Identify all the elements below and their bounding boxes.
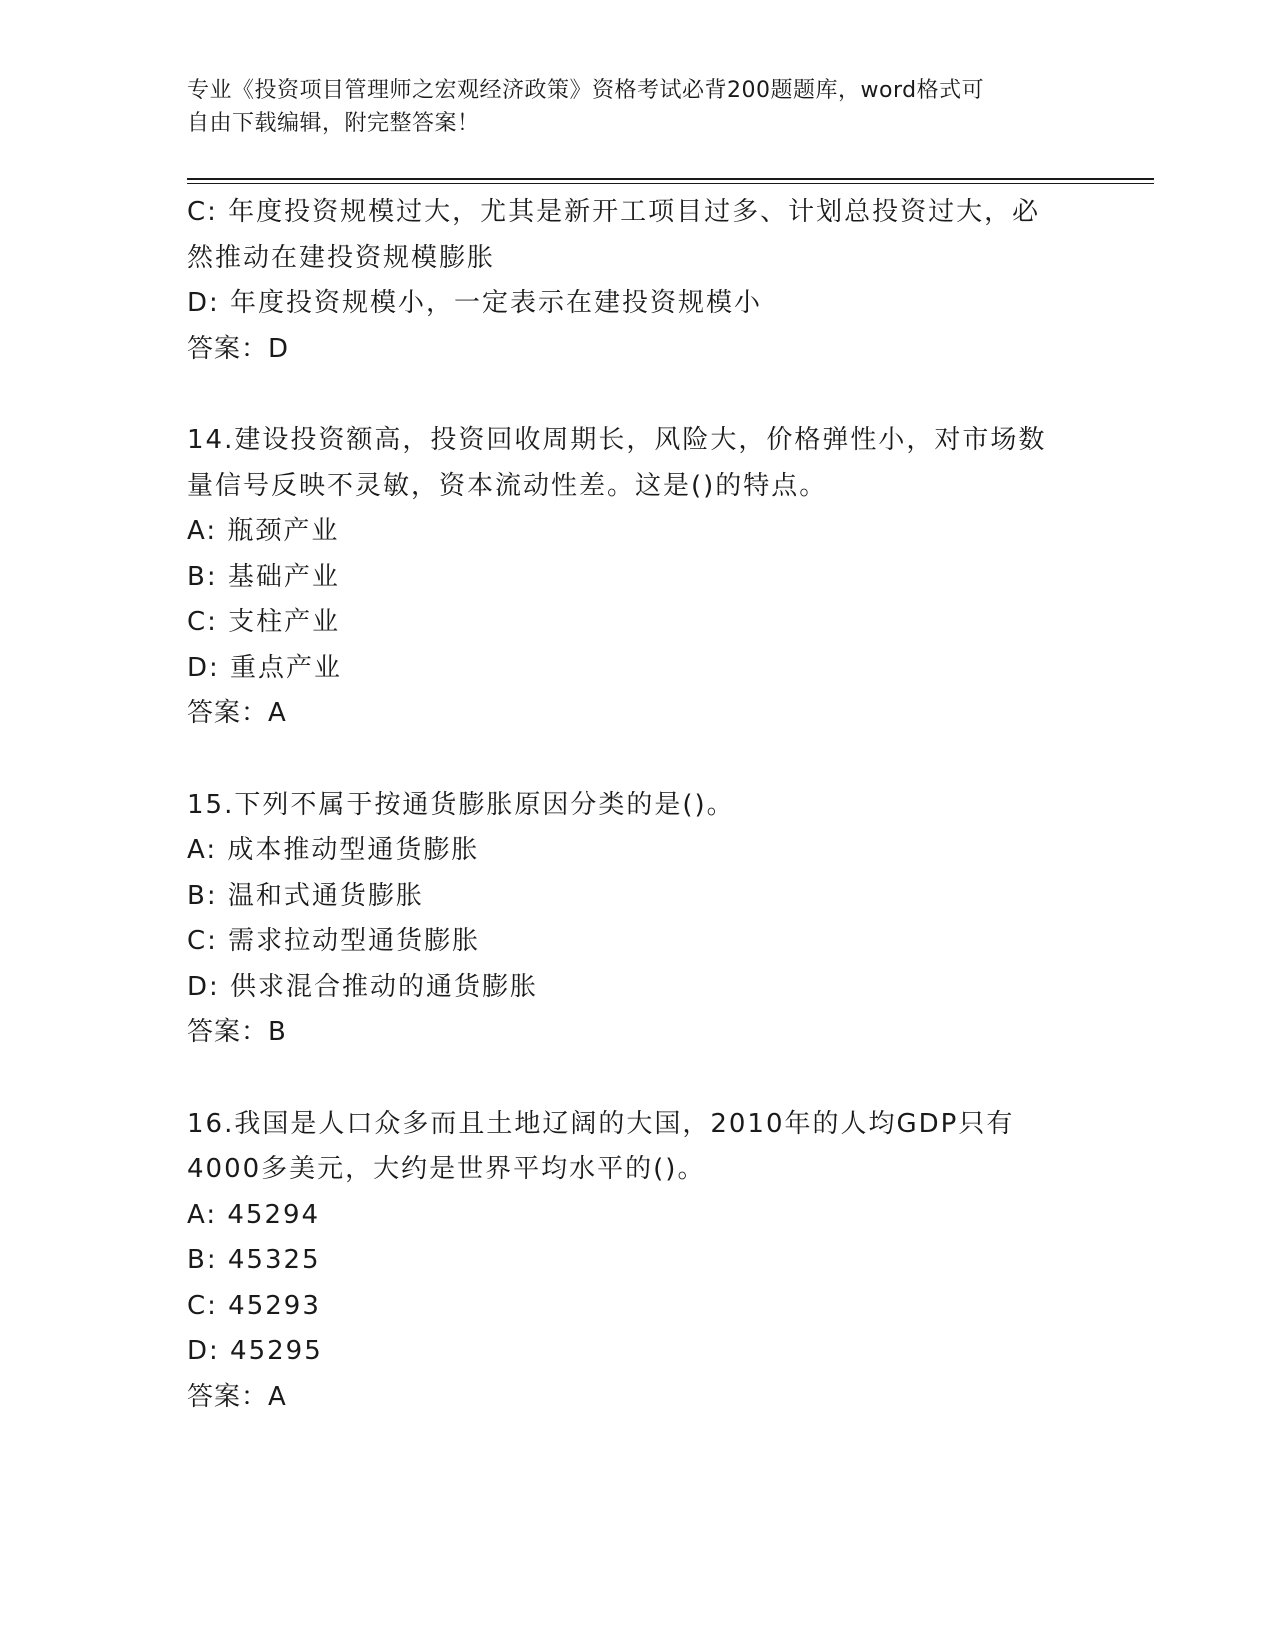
option-a: A: 45294 [187, 1199, 321, 1230]
question-stem: 15.下列不属于按通货膨胀原因分类的是()。 [187, 789, 735, 820]
option-c-continuation: 然推动在建投资规模膨胀 [187, 242, 496, 273]
question-14 [187, 418, 1087, 737]
question-stem-continuation: 4000多美元，大约是世界平均水平的()。 [187, 1154, 706, 1184]
document-header [187, 74, 1087, 140]
answer-line: 答案：D [187, 333, 290, 364]
option-d: D: 重点产业 [187, 652, 343, 683]
question-continued [187, 190, 1087, 372]
answer-line: 答案：A [187, 698, 287, 728]
question-stem: 14.建设投资额高，投资回收周期长，风险大，价格弹性小，对市场数 [187, 425, 1047, 455]
option-a: A: 瓶颈产业 [187, 516, 340, 546]
header-title-line-2: 自由下载编辑，附完整答案！ [187, 111, 480, 136]
option-d: D: 年度投资规模小，一定表示在建投资规模小 [187, 288, 763, 318]
question-spacer [187, 1056, 1087, 1102]
header-rule-thick [187, 178, 1154, 180]
question-list [187, 190, 1087, 1420]
question-15 [187, 783, 1087, 1056]
option-d: D: 45295 [187, 1336, 323, 1366]
answer-line: 答案：A [187, 1381, 287, 1412]
option-b: B: 45325 [187, 1245, 321, 1275]
header-rule-thin [187, 183, 1154, 184]
question-stem: 16.我国是人口众多而且土地辽阔的大国，2010年的人均GDP只有 [187, 1108, 1015, 1139]
question-spacer [187, 372, 1087, 418]
option-c: C: 45293 [187, 1290, 321, 1321]
option-d: D: 供求混合推动的通货膨胀 [187, 971, 539, 1002]
option-c: C: 年度投资规模过大，尤其是新开工项目过多、计划总投资过大，必 [187, 197, 1041, 227]
header-title-line-1: 专业《投资项目管理师之宏观经济政策》资格考试必背200题题库，word格式可 [187, 78, 985, 103]
option-c: C: 支柱产业 [187, 607, 341, 637]
option-a: A: 成本推动型通货膨胀 [187, 835, 480, 865]
option-c: C: 需求拉动型通货膨胀 [187, 926, 481, 956]
question-stem-continuation: 量信号反映不灵敏，资本流动性差。这是()的特点。 [187, 470, 828, 501]
answer-line: 答案：B [187, 1017, 287, 1047]
option-b: B: 温和式通货膨胀 [187, 880, 424, 911]
option-b: B: 基础产业 [187, 561, 340, 592]
question-spacer [187, 737, 1087, 783]
question-16 [187, 1102, 1087, 1421]
